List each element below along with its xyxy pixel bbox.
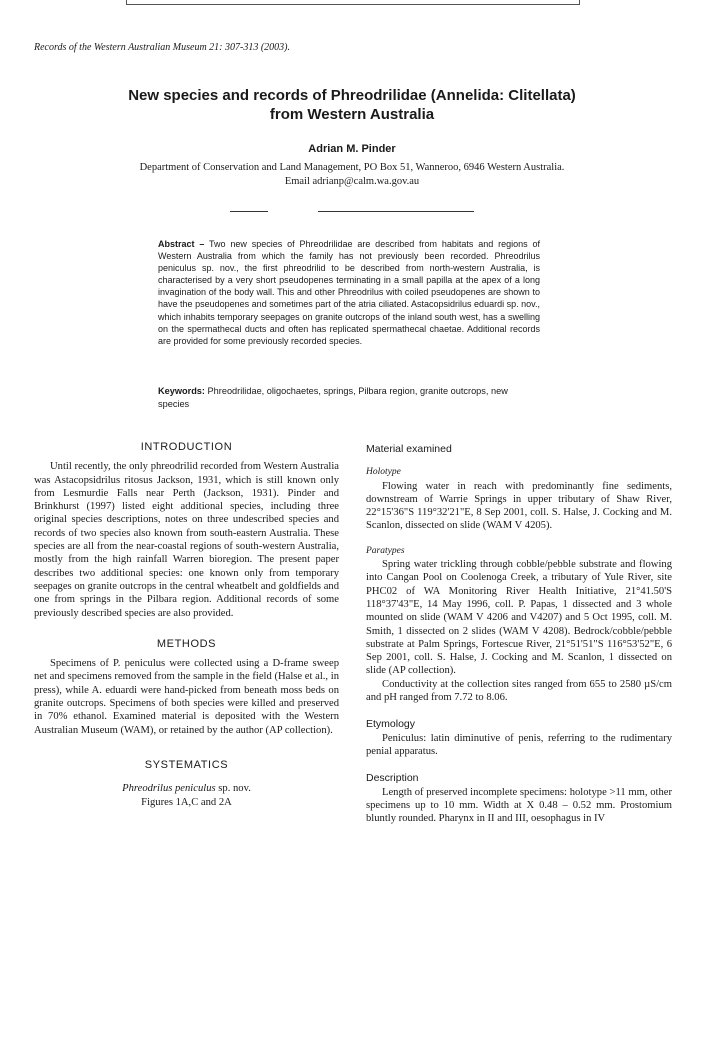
paratypes-text: Spring water trickling through cobble/pebble substrate and flowing into Cangan Pool on Coolenoga Creek, a tributary of Yule River, site PHC02 of WA Monitoring River Health Initiative, 21°41.50'S 118°37'43"E, 14 May 1996, coll. P. Papas, 1 dissected and 3 whole mounted on slide (WAM V 4206 and V4207) and 5 Oct 1995, coll. M. Smith, 1 dissected on 2 slides (WAM V 4208). Bedrock/cobble/pebble substrate at Palm Springs, Fortescue River, 21°51'51"S 116°53'52"E, 6 Sep 2001, coll. S. Halse, J. Cocking and M. Scanlon, 1 dissected on slide (AP collection).	[366, 559, 672, 677]
abstract	[158, 238, 540, 347]
author-name: Adrian M. Pinder	[308, 143, 396, 155]
affiliation-address: Department of Conservation and Land Management, PO Box 51, Wanneroo, 6946 Western Australia.	[139, 162, 565, 173]
holotype-text: Flowing water in reach with predominantly fine sediments, downstream of Warrie Springs in upper tributary of Shaw River, 22°15'36"S 119°32'21"E, 8 Sep 2001, coll. S. Halse, J. Cocking and M. Scanlon, dissected on slide (WAM V 4205).	[366, 480, 672, 532]
title-line-2: from Western Australia	[269, 106, 435, 123]
material-heading: Material examined	[366, 443, 452, 455]
introduction-heading: INTRODUCTION	[140, 441, 233, 453]
separator-short	[230, 211, 268, 212]
separator-long	[318, 211, 474, 212]
introduction-text: Until recently, the only phreodrilid recorded from Western Australia was Astacopsidrilus ritosus Jackson, 1931, which is still known only from Lesmurdie Falls near Perth (Jackson, 1931). Pinder and Brinkhurst (1997) listed eight additional species, including three original species descriptions, notes on three undescribed species and records of two species also known from south-eastern Australia. These species are all from the near-coastal regions of south-western Australia, mostly from the high rainfall Warren bioregion. The present paper describes two additional species: one known only from temporary seepages on granite outcrops in the central wheatbelt and goldfields and one from springs in the Pilbara region. Additional records of some previously described species are also provided.	[34, 461, 339, 619]
description-heading: Description	[366, 772, 419, 785]
title-line-1: New species and records of Phreodrilidae (Annelida: Clitellata)	[128, 87, 576, 104]
species-figures: Figures 1A,C and 2A	[141, 796, 232, 808]
keywords-label: Keywords:	[158, 386, 205, 396]
keywords	[158, 385, 540, 410]
conductivity-text: Conductivity at the collection sites ranged from 655 to 2580 µS/cm and pH ranged from 7.72 to 8.06.	[366, 678, 672, 704]
holotype-label: Holotype	[366, 467, 401, 478]
top-rule	[126, 0, 580, 5]
keywords-text: Phreodrilidae, oligochaetes, springs, Pilbara region, granite outcrops, new species	[158, 386, 508, 409]
abstract-label: Abstract –	[158, 239, 205, 249]
etymology-heading: Etymology	[366, 718, 416, 731]
left-column	[34, 441, 339, 809]
description-text: Length of preserved incomplete specimens: holotype >11 mm, other specimens up to 10 mm. Width at X 0.48 – 0.52 mm. Prostomium bluntly rounded. Pharynx in II and III, oesophagus in IV	[366, 786, 672, 825]
etymology-text: Peniculus: latin diminutive of penis, referring to the rudimentary penial apparatus.	[366, 732, 672, 757]
running-head: Records of the Western Australian Museum 21: 307-313 (2003).	[34, 42, 290, 53]
methods-text: Specimens of P. peniculus were collected using a D-frame sweep net and specimens removed from the sample in the field (Halse et al., in press), while A. eduardi were hand-picked from beneath moss beds on granite outcrops. Specimens of both species were killed and preserved in 70% ethanol. Examined material is deposited with the Western Australian Museum (WAM), or retained by the author (AP collection).	[34, 658, 339, 736]
affiliation-email: Email adrianp@calm.wa.gov.au	[284, 176, 420, 187]
species-heading	[34, 782, 339, 795]
species-name: Phreodrilus peniculus	[122, 783, 216, 795]
paratypes-label: Paratypes	[366, 545, 405, 556]
species-suffix: sp. nov.	[215, 783, 251, 795]
abstract-text: Two new species of Phreodrilidae are described from habitats and regions of Western Australia from which the family has not previously been recorded. Phreodrilus peniculus sp. nov., the first phreodrilid to be described from north-western Australia, is characterised by a very short pseudopenes terminating in a small papilla at the apex of a long invagination of the body wall. This and other Phreodrilus with coiled pseudopenes are shown to have the pseudopenes and sometimes part of the atria ciliated. Astacopsidrilus eduardi sp. nov., which inhabits temporary seepages on granite outcrops of the inland south west, has a swelling on the spermathecal ducts and often has replicated spermathecal chaetae. Additional records are provided for some previously recorded species.	[158, 239, 540, 346]
right-column	[366, 443, 672, 825]
systematics-heading: SYSTEMATICS	[144, 758, 229, 771]
methods-heading: METHODS	[156, 637, 217, 650]
article-title	[0, 86, 704, 124]
affiliation	[30, 161, 674, 189]
